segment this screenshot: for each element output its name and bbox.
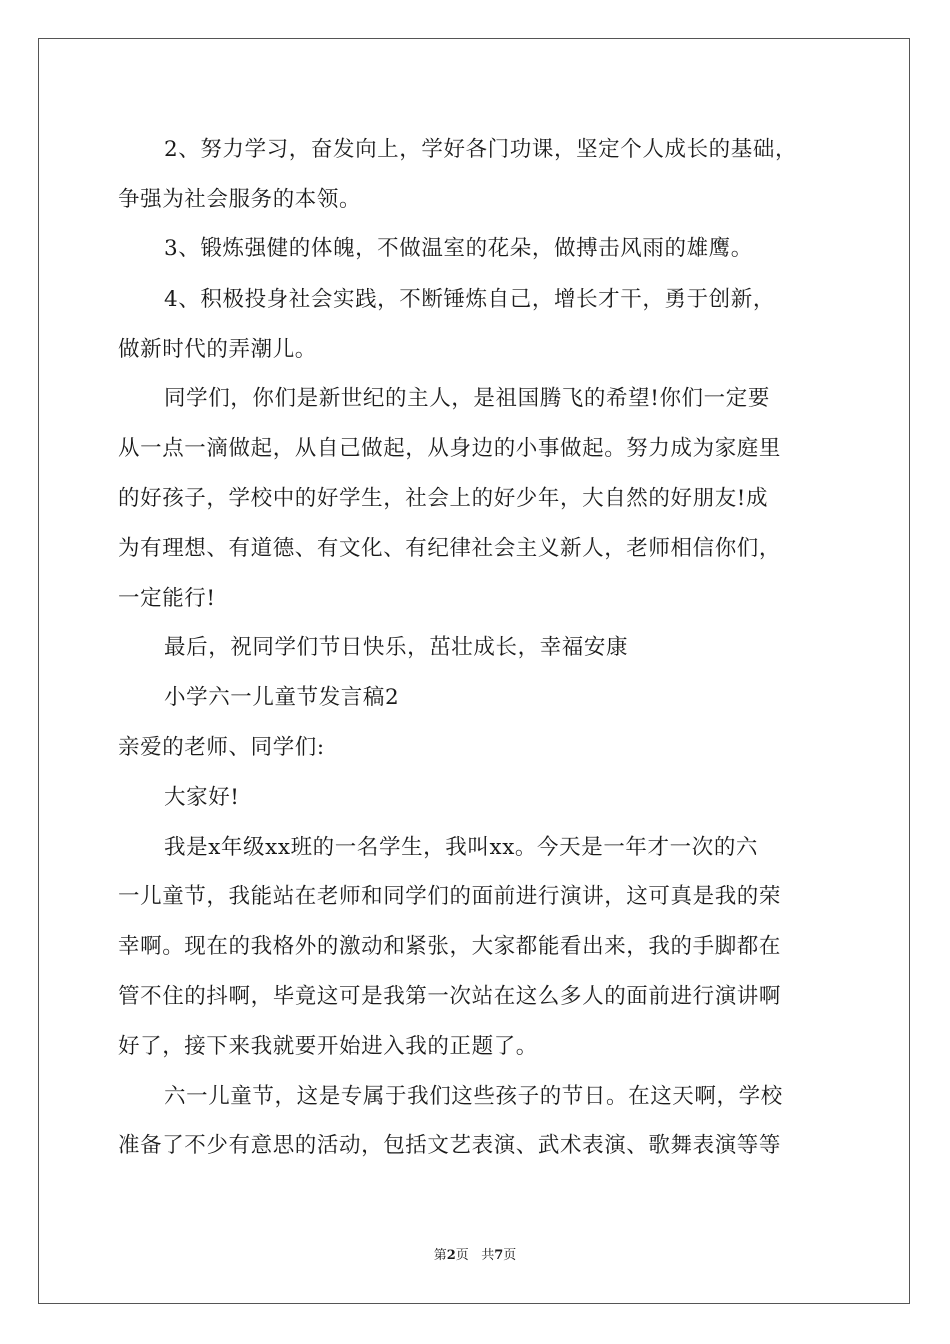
total-pages: 7: [494, 1248, 504, 1263]
page-suffix: 页: [455, 1248, 469, 1263]
total-prefix: 共: [481, 1248, 495, 1263]
total-suffix: 页: [503, 1248, 517, 1263]
greeting: 大家好!: [164, 785, 240, 810]
text-line: 的好孩子，学校中的好学生，社会上的好少年，大自然的好朋友!成: [118, 486, 769, 511]
page-border: [38, 38, 910, 1304]
text-line: 4、积极投身社会实践，不断锤炼自己，增长才干，勇于创新，: [164, 287, 775, 312]
text-line: 从一点一滴做起，从自己做起，从身边的小事做起。努力成为家庭里: [118, 436, 782, 461]
text-line: 我是x年级xx班的一名学生，我叫xx。今天是一年才一次的六: [164, 835, 759, 860]
page-footer: [0, 1247, 950, 1265]
text-line: 一定能行!: [118, 586, 216, 611]
text-line: 做新时代的弄潮儿。: [118, 337, 317, 362]
text-line: 最后，祝同学们节日快乐，茁壮成长，幸福安康: [164, 635, 629, 660]
text-line: 为有理想、有道德、有文化、有纪律社会主义新人，老师相信你们，: [118, 536, 782, 561]
text-line: 3、锻炼强健的体魄，不做温室的花朵，做搏击风雨的雄鹰。: [164, 236, 753, 261]
text-line: 六一儿童节，这是专属于我们这些孩子的节日。在这天啊，学校: [164, 1084, 783, 1109]
text-line: 好了，接下来我就要开始进入我的正题了。: [118, 1034, 538, 1059]
text-line: 同学们，你们是新世纪的主人，是祖国腾飞的希望!你们一定要: [164, 386, 770, 411]
text-line: 准备了不少有意思的活动，包括文艺表演、武术表演、歌舞表演等等: [118, 1133, 782, 1158]
page-number: 2: [446, 1248, 456, 1263]
page-prefix: 第: [433, 1248, 447, 1263]
text-line: 一儿童节，我能站在老师和同学们的面前进行演讲，这可真是我的荣: [118, 884, 782, 909]
section-heading: 小学六一儿童节发言稿2: [164, 685, 400, 710]
text-line: 争强为社会服务的本领。: [118, 187, 362, 212]
salutation: 亲爱的老师、同学们:: [118, 735, 325, 760]
text-line: 2、努力学习，奋发向上，学好各门功课，坚定个人成长的基础，: [164, 137, 798, 162]
text-line: 幸啊。现在的我格外的激动和紧张，大家都能看出来，我的手脚都在: [118, 934, 782, 959]
text-line: 管不住的抖啊，毕竟这可是我第一次站在这么多人的面前进行演讲啊: [118, 984, 782, 1009]
